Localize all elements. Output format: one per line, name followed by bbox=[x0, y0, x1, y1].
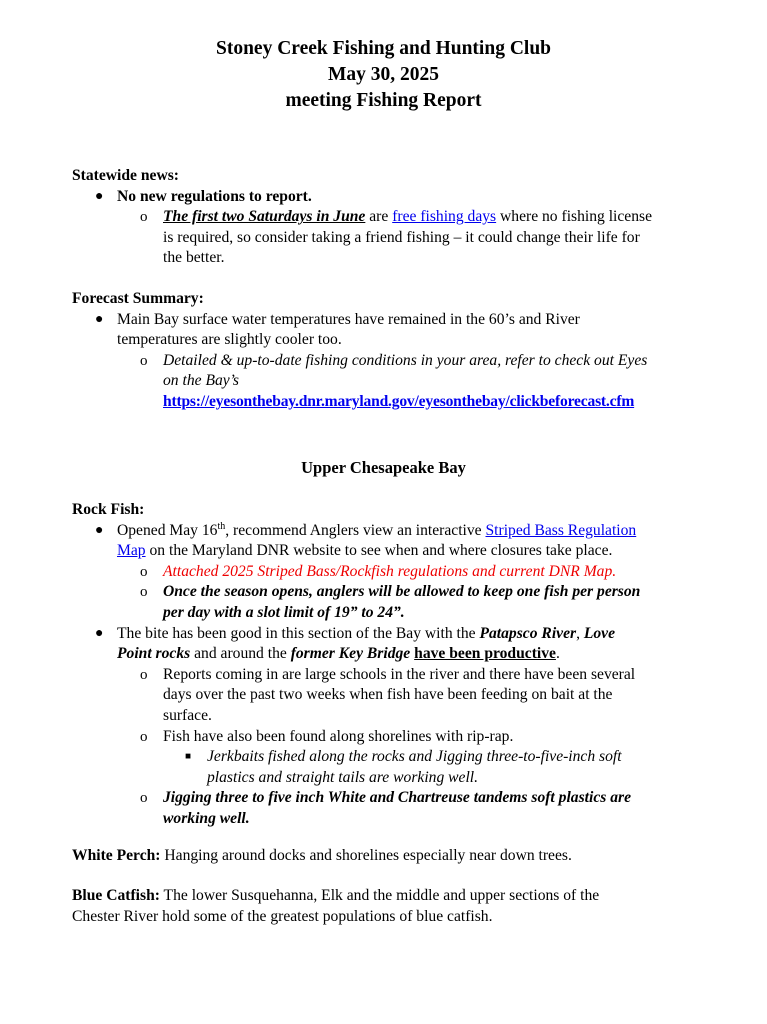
list-item-continuation: on the Bay’s bbox=[163, 372, 239, 390]
list-item-continuation: temperatures are slightly cooler too. bbox=[117, 331, 342, 349]
list-item-continuation bbox=[72, 392, 722, 413]
square-bullet-icon: ■ bbox=[185, 751, 192, 763]
list-item: ● Opened May 16th, recommend Anglers view an interactive Striped Bass Regulation bbox=[72, 521, 722, 542]
striped-bass-map-link-cont[interactable]: Map bbox=[117, 542, 146, 560]
list-item: o Once the season opens, anglers will be allowed to keep one fish per person bbox=[72, 582, 722, 603]
section-title: Upper Chesapeake Bay bbox=[301, 458, 466, 477]
bullet-icon: ● bbox=[95, 311, 104, 327]
circle-bullet-icon: o bbox=[140, 666, 148, 683]
white-perch-section bbox=[72, 846, 722, 867]
statewide-section bbox=[72, 166, 722, 269]
striped-bass-map-link[interactable]: Striped Bass Regulation bbox=[485, 521, 637, 539]
report-subtitle: meeting Fishing Report bbox=[285, 90, 482, 111]
circle-bullet-icon: o bbox=[140, 563, 148, 580]
bullet-icon: ● bbox=[95, 522, 104, 538]
list-item: ● Main Bay surface water temperatures have remained in the 60’s and River bbox=[72, 310, 722, 331]
bullet-icon: ● bbox=[95, 188, 104, 204]
report-date: May 30, 2025 bbox=[327, 64, 440, 85]
list-item-continuation: working well. bbox=[163, 809, 250, 827]
forecast-section bbox=[72, 289, 722, 413]
list-item-continuation: is required, so consider taking a friend fishing – it could change their life for bbox=[163, 228, 640, 246]
list-item: o Attached 2025 Striped Bass/Rockfish regulations and current DNR Map. bbox=[72, 562, 722, 583]
list-item: o Jigging three to five inch White and Chartreuse tandems soft plastics are bbox=[72, 788, 722, 809]
bullet-icon: ● bbox=[95, 625, 104, 641]
blue-catfish-text-cont: Chester River hold some of the greatest populations of blue catfish. bbox=[72, 907, 493, 925]
blue-catfish-label: Blue Catfish: bbox=[72, 887, 160, 904]
white-perch-text: Hanging around docks and shorelines especially near down trees. bbox=[160, 847, 572, 864]
list-item: o The first two Saturdays in June are free fishing days where no fishing license bbox=[72, 207, 722, 228]
statewide-heading: Statewide news: bbox=[72, 167, 179, 184]
list-item-continuation: Point rocks and around the former Key Bridge have been productive. bbox=[117, 645, 560, 663]
list-item-continuation: per day with a slot limit of 19” to 24”. bbox=[163, 603, 405, 621]
circle-bullet-icon: o bbox=[140, 209, 148, 226]
list-item-continuation: Map on the Maryland DNR website to see when and where closures take place. bbox=[117, 542, 613, 560]
list-item: o Fish have also been found along shorelines with rip-rap. bbox=[72, 727, 722, 748]
circle-bullet-icon: o bbox=[140, 352, 148, 369]
free-saturdays-emphasis: The first two Saturdays in June bbox=[163, 208, 366, 226]
rockfish-heading: Rock Fish: bbox=[72, 501, 145, 518]
free-fishing-days-link[interactable]: free fishing days bbox=[392, 208, 497, 226]
blue-catfish-text: The lower Susquehanna, Elk and the middle and upper sections of the bbox=[159, 887, 600, 904]
list-item: ● No new regulations to report. bbox=[72, 187, 722, 208]
circle-bullet-icon: o bbox=[140, 584, 148, 601]
list-item-continuation: surface. bbox=[163, 706, 212, 724]
list-item-continuation: plastics and straight tails are working well. bbox=[207, 768, 479, 786]
eyes-on-the-bay-link[interactable]: https://eyesonthebay.dnr.maryland.gov/eyesonthebay/clickbeforecast.cfm bbox=[163, 392, 635, 410]
list-item-continuation: days over the past two weeks when fish have been feeding on bait at the bbox=[163, 686, 613, 704]
forecast-heading: Forecast Summary: bbox=[72, 290, 204, 307]
white-perch-label: White Perch: bbox=[72, 847, 161, 864]
club-name: Stoney Creek Fishing and Hunting Club bbox=[215, 38, 552, 59]
list-item: o Detailed & up-to-date fishing conditions in your area, refer to check out Eyes bbox=[72, 351, 722, 372]
list-item: ● The bite has been good in this section of the Bay with the Patapsco River, Love bbox=[72, 624, 722, 645]
circle-bullet-icon: o bbox=[140, 790, 148, 807]
rockfish-section bbox=[72, 500, 722, 830]
report-title bbox=[0, 36, 767, 114]
circle-bullet-icon: o bbox=[140, 728, 148, 745]
list-item-continuation: the better. bbox=[163, 249, 225, 267]
blue-catfish-section bbox=[72, 886, 722, 927]
list-item: ■ Jerkbaits fished along the rocks and Jigging three-to-five-inch soft bbox=[72, 747, 722, 768]
list-item: o Reports coming in are large schools in the river and there have been several bbox=[72, 665, 722, 686]
